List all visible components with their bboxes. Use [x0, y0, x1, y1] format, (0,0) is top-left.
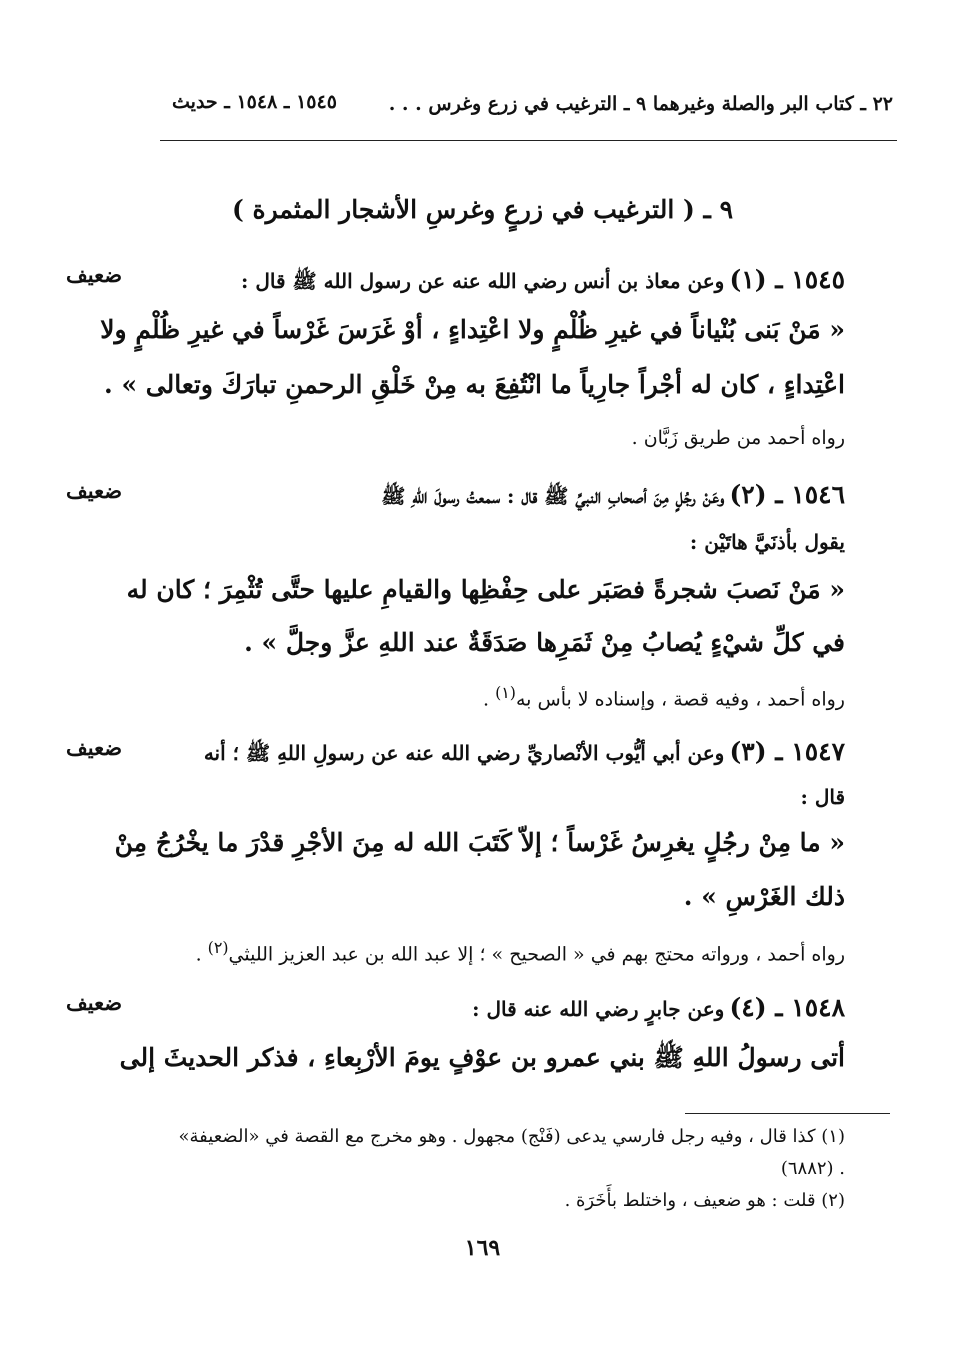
hadith-intro: وعَنْ رجُلٍ مِنَ أصحابِ النبيِّ ﷺ قال : سمعتُ رسولَ اللهِ ﷺ [381, 484, 725, 508]
hadith-intro-line [381, 480, 845, 513]
hadith-source-text: رواه أحمد ، وفيه قصة ، وإسناده لا بأس به [515, 688, 845, 711]
hadith-matn-line: « مَنْ نَصبَ شجرةً فصَبَر على حِفْظِها والقيامِ عليها حتَّى تُثْمِرَ ؛ كان له [126, 575, 845, 604]
hadith-number: ١٥٤٥ ـ (١) [729, 265, 845, 294]
hadith-intro: وعن معاذ بن أنس رضي الله عنه عن رسول الله ﷺ قال : [241, 269, 725, 293]
hadith-number: ١٥٤٨ ـ (٤) [729, 993, 845, 1022]
hadith-matn-line: ذلك الغَرْسِ » . [683, 882, 845, 911]
hadith-intro: وعن أبي أيُّوب الأنْصاريِّ رضي الله عنه عن رسولِ اللهِ ﷺ ؛ أنه [203, 741, 725, 765]
hadith-intro-line [241, 265, 845, 298]
hadith-intro: وعن جابرٍ رضي الله عنه قال : [472, 997, 725, 1021]
hadith-source-text: رواه أحمد ، ورواته محتج بهم في « الصحيح » ؛ إلا عبد الله بن عبد العزيز الليثي [228, 943, 845, 966]
hadith-matn-line: « ما مِنْ رجُلٍ يغرِسُ غَرْساً ؛ إلاّ كَتَبَ الله له مِنَ الأجْرِ قدْرَ ما يخْرُجُ مِنْ [114, 828, 845, 857]
footnote-continued: (٦٨٨٢) . [780, 1158, 845, 1179]
running-header-right: ٢٢ ـ كتاب البر والصلة وغيرهما ٩ ـ الترغيب في زرع وغرس . . . [388, 93, 893, 115]
hadith-intro-continued: يقول بأذنَيَّ هاتَيْن : [689, 530, 845, 554]
footnote: (٢) قلت : هو ضعيف ، واختلط بأَخَرَة . [564, 1190, 845, 1211]
hadith-matn-line: في كلِّ شيْءٍ يُصابُ مِنْ ثَمَرِها صَدَقَةٌ عند اللهِ عزَّ وجلَّ » . [244, 628, 845, 657]
header-rule [160, 140, 897, 141]
footnote-marker: (١) [495, 683, 516, 702]
hadith-intro-continued: قال : [800, 785, 845, 809]
grade-label: ضعيف [66, 262, 123, 287]
page-number: ١٦٩ [464, 1235, 501, 1261]
hadith-matn-line: اعْتِداءٍ ، كان له أجْراً جارِياً ما انْتُفِعَ به مِنْ خَلْقِ الرحمنِ تبارَكَ وتعالى » . [104, 370, 845, 399]
hadith-matn-line: أتى رسولُ اللهِ ﷺ بني عمرو بن عوْفٍ يومَ الأرْبِعاءِ ، فذكر الحديثَ إلى [119, 1043, 845, 1072]
hadith-intro-line [472, 993, 845, 1022]
hadith-source: رواه أحمد ، وفيه قصة ، وإسناده لا بأس به$^{(١)}$ . [483, 683, 845, 711]
footnote-rule [685, 1113, 890, 1114]
hadith-source: رواه أحمد من طريق زَبَّان . [631, 427, 845, 449]
grade-label: ضعيف [66, 990, 123, 1015]
running-header-left: ١٥٤٥ ـ ١٥٤٨ ـ حديث [172, 91, 337, 113]
hadith-intro-line [204, 737, 845, 770]
grade-label: ضعيف [66, 478, 123, 503]
chapter-title: ٩ ـ ( الترغيب في زرعٍ وغرسِ الأشجار المثمرة ) [231, 195, 733, 224]
footnote: (١) كذا قال ، وفيه رجل فارسي يدعى (فَنْج) مجهول . وهو مخرج مع القصة في «الضعيفة» [178, 1126, 845, 1147]
footnote-marker: (٢) [207, 938, 229, 957]
grade-label: ضعيف [66, 735, 123, 760]
hadith-number: ١٥٤٦ ـ (٢) [729, 480, 845, 509]
hadith-number: ١٥٤٧ ـ (٣) [729, 737, 845, 766]
hadith-source: رواه أحمد ، ورواته محتج بهم في « الصحيح » ؛ إلا عبد الله بن عبد العزيز الليثي$^{(٢)}$ . [195, 938, 845, 966]
hadith-matn-line: « مَنْ بَنى بُنْياناً في غيرِ ظُلْمٍ ولا اعْتِداءٍ ، أوْ غَرَسَ غَرْساً في غيرِ ظُلْمٍ ولا [100, 315, 845, 344]
